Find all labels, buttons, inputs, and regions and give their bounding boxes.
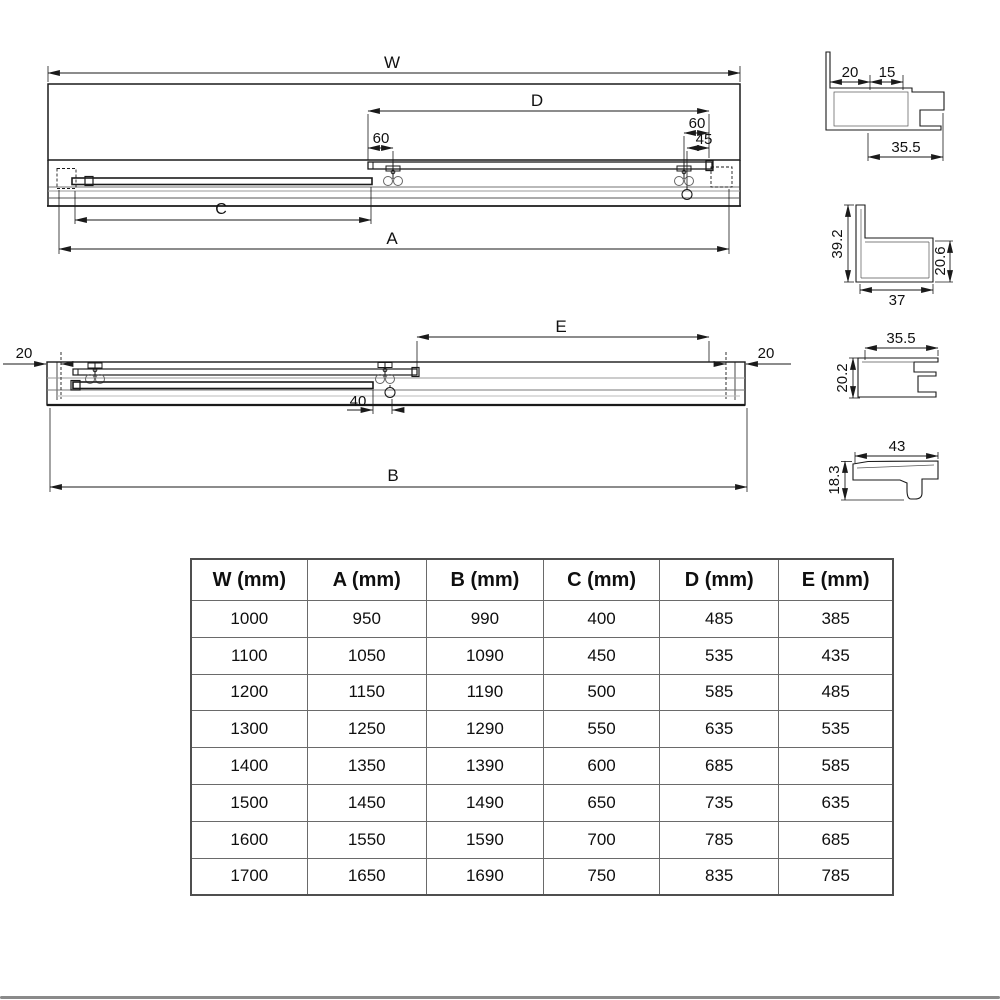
card-bottom-edge [0,996,1000,999]
table-row [191,674,893,711]
table-cell: 485 [660,601,779,638]
dim-d [368,91,709,160]
table-cell: 1590 [426,821,543,858]
dim-label-p4-43: 43 [888,438,906,455]
dim-label-a: A [386,229,398,248]
table-cell: 785 [660,821,779,858]
table-cell: 1500 [191,784,307,821]
roller-hanger-left-2 [86,363,105,384]
table-cell: 1650 [307,858,426,895]
dim-label-p4-183: 18.3 [826,465,843,495]
dim-p1-355 [868,113,943,161]
top-track-profile [826,52,944,161]
table-cell: 385 [779,601,893,638]
table-cell: 1600 [191,821,307,858]
dim-label-20-right: 20 [757,345,775,362]
table-row [191,821,893,858]
header-cell-e: E (mm) [779,559,893,601]
table-cell: 585 [660,674,779,711]
table-cell: 550 [543,711,659,748]
table-cell: 1350 [307,748,426,785]
header-cell-d: D (mm) [660,559,779,601]
dim-label-60-right: 60 [688,115,706,132]
table-cell: 950 [307,601,426,638]
header-cell-c: C (mm) [543,559,659,601]
table-cell: 435 [779,637,893,674]
dim-label-p2-37: 37 [888,292,906,309]
table-cell: 1200 [191,674,307,711]
size-table [190,558,894,896]
table-cell: 1190 [426,674,543,711]
roller-hanger-right-2 [376,362,395,384]
table-cell: 1400 [191,748,307,785]
dim-label-d: D [530,91,544,110]
table-cell: 600 [543,748,659,785]
roller-hanger-right [675,162,694,186]
table-cell: 685 [779,821,893,858]
dim-w [48,53,740,82]
table-row [191,858,893,895]
table-row [191,601,893,638]
table-cell: 535 [660,637,779,674]
table-cell: 1100 [191,637,307,674]
table-cell: 1050 [307,637,426,674]
table-cell: 1300 [191,711,307,748]
dim-a [59,189,729,254]
dim-label-p3-355: 35.5 [886,330,916,347]
sliding-door-panel [368,161,713,171]
dim-label-p3-202: 20.2 [834,363,851,393]
dim-label-p1-15: 15 [878,64,896,81]
table-row [191,637,893,674]
dim-label-45: 45 [695,131,713,148]
dim-label-w: W [383,53,401,72]
table-cell: 635 [779,784,893,821]
dim-label-b: B [387,466,399,485]
dim-p1-15 [870,64,903,90]
table-cell: 750 [543,858,659,895]
fixed-panel-2 [71,381,373,391]
table-cell: 1450 [307,784,426,821]
dim-label-20-left: 20 [15,345,33,362]
dim-label-p2-206: 20.6 [932,246,949,276]
table-cell: 1250 [307,711,426,748]
bottom-view [3,317,791,492]
dim-label-p1-355: 35.5 [891,139,921,156]
table-cell: 1700 [191,858,307,895]
sliding-door-panel-2 [73,368,419,377]
header-cell-w: W (mm) [191,559,307,601]
dim-p2-206 [932,241,953,282]
table-cell: 1150 [307,674,426,711]
table-cell: 500 [543,674,659,711]
table-header-row [191,559,893,601]
dim-20-left [3,345,73,364]
dim-p2-392 [829,205,854,282]
table-cell: 650 [543,784,659,821]
top-housing [48,84,740,160]
dim-label-40: 40 [349,393,367,410]
top-view [47,53,741,254]
wall-bracket-right [711,167,732,187]
table-cell: 1490 [426,784,543,821]
dim-label-e: E [555,317,567,336]
table-cell: 1090 [426,637,543,674]
table-cell: 1290 [426,711,543,748]
fixed-panel [57,169,372,189]
table-cell: 585 [779,748,893,785]
table-cell: 1550 [307,821,426,858]
table-row [191,711,893,748]
table-cell: 990 [426,601,543,638]
table-row [191,748,893,785]
dim-label-p2-392: 39.2 [829,229,846,259]
dim-p3-355 [865,330,938,360]
table-cell: 685 [660,748,779,785]
dim-p1-20 [830,64,870,90]
table-cell: 835 [660,858,779,895]
dim-label-c: C [215,201,227,218]
dim-p3-202 [834,358,860,398]
table-cell: 700 [543,821,659,858]
wall-jamb-profile [829,205,953,309]
table-cell: 1390 [426,748,543,785]
table-cell: 450 [543,637,659,674]
table-cell: 785 [779,858,893,895]
header-cell-b: B (mm) [426,559,543,601]
table-cell: 1690 [426,858,543,895]
table-cell: 535 [779,711,893,748]
table-cell: 400 [543,601,659,638]
table-cell: 735 [660,784,779,821]
table-cell: 635 [660,711,779,748]
table-row [191,784,893,821]
dim-label-p1-20: 20 [841,64,859,81]
dim-p4-43 [855,438,938,463]
dim-45-right [687,131,712,187]
dim-p2-37 [860,284,933,309]
dim-label-60-left: 60 [372,130,390,147]
table-body [191,601,893,896]
dim-b [50,408,747,492]
side-rail-profile [834,330,938,398]
table-cell: 1000 [191,601,307,638]
header-cell-a: A (mm) [307,559,426,601]
bottom-rail-profile [826,438,938,500]
dim-40 [347,390,401,414]
table-cell: 485 [779,674,893,711]
